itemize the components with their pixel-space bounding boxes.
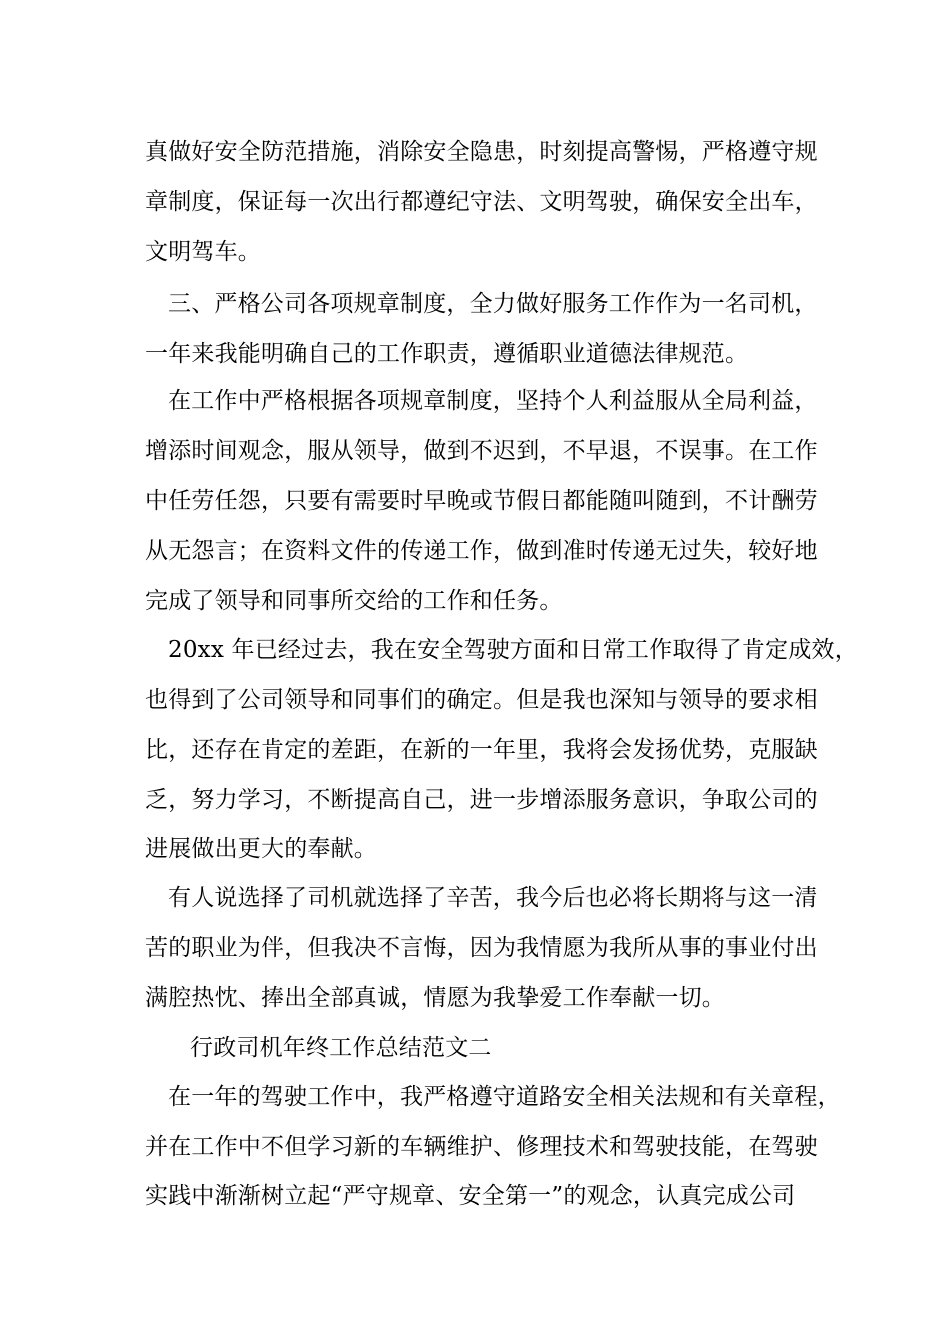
text-line: 乏，努力学习，不断提高自己，进一步增添服务意识，争取公司的: [145, 787, 818, 813]
text-line: 章制度，保证每一次出行都遵纪守法、文明驾驶，确保安全出车，: [145, 189, 818, 215]
text-line: 有人说选择了司机就选择了辛苦，我今后也必将长期将与这一清: [168, 885, 818, 911]
text-line: 完成了领导和同事所交给的工作和任务。: [145, 588, 563, 614]
text-line: 三、严格公司各项规章制度，全力做好服务工作作为一名司机，: [168, 291, 818, 317]
text-line: 真做好安全防范措施，消除安全隐患，时刻提高警惕，严格遵守规: [145, 139, 818, 165]
text-line: 并在工作中不但学习新的车辆维护、修理技术和驾驶技能，在驾驶: [145, 1134, 818, 1160]
text-line: 增添时间观念，服从领导，做到不迟到，不早退，不误事。在工作: [145, 438, 818, 464]
text-line: 20xx 年已经过去，我在安全驾驶方面和日常工作取得了肯定成效，: [168, 637, 858, 663]
text-line: 一年来我能明确自己的工作职责，遵循职业道德法律规范。: [145, 341, 749, 367]
section-heading: 行政司机年终工作总结范文二: [190, 1035, 492, 1061]
text-line: 苦的职业为伴，但我决不言悔，因为我情愿为我所从事的事业付出: [145, 935, 818, 961]
text-line: 也得到了公司领导和同事们的确定。但是我也深知与领导的要求相: [145, 687, 818, 713]
text-line: 进展做出更大的奉献。: [145, 836, 377, 862]
text-line: 在工作中严格根据各项规章制度，坚持个人利益服从全局利益，: [168, 388, 818, 414]
text-line: 在一年的驾驶工作中，我严格遵守道路安全相关法规和有关章程，: [168, 1084, 841, 1110]
text-line: 实践中渐渐树立起“严守规章、安全第一”的观念，认真完成公司: [145, 1183, 796, 1209]
text-line: 比，还存在肯定的差距，在新的一年里，我将会发扬优势，克服缺: [145, 737, 818, 763]
text-line: 文明驾车。: [145, 239, 261, 265]
text-line: 从无怨言；在资料文件的传递工作，做到准时传递无过失，较好地: [145, 538, 818, 564]
text-line: 满腔热忱、捧出全部真诚，情愿为我挚爱工作奉献一切。: [145, 985, 725, 1011]
text-line: 中任劳任怨，只要有需要时早晚或节假日都能随叫随到，不计酬劳: [145, 488, 818, 514]
